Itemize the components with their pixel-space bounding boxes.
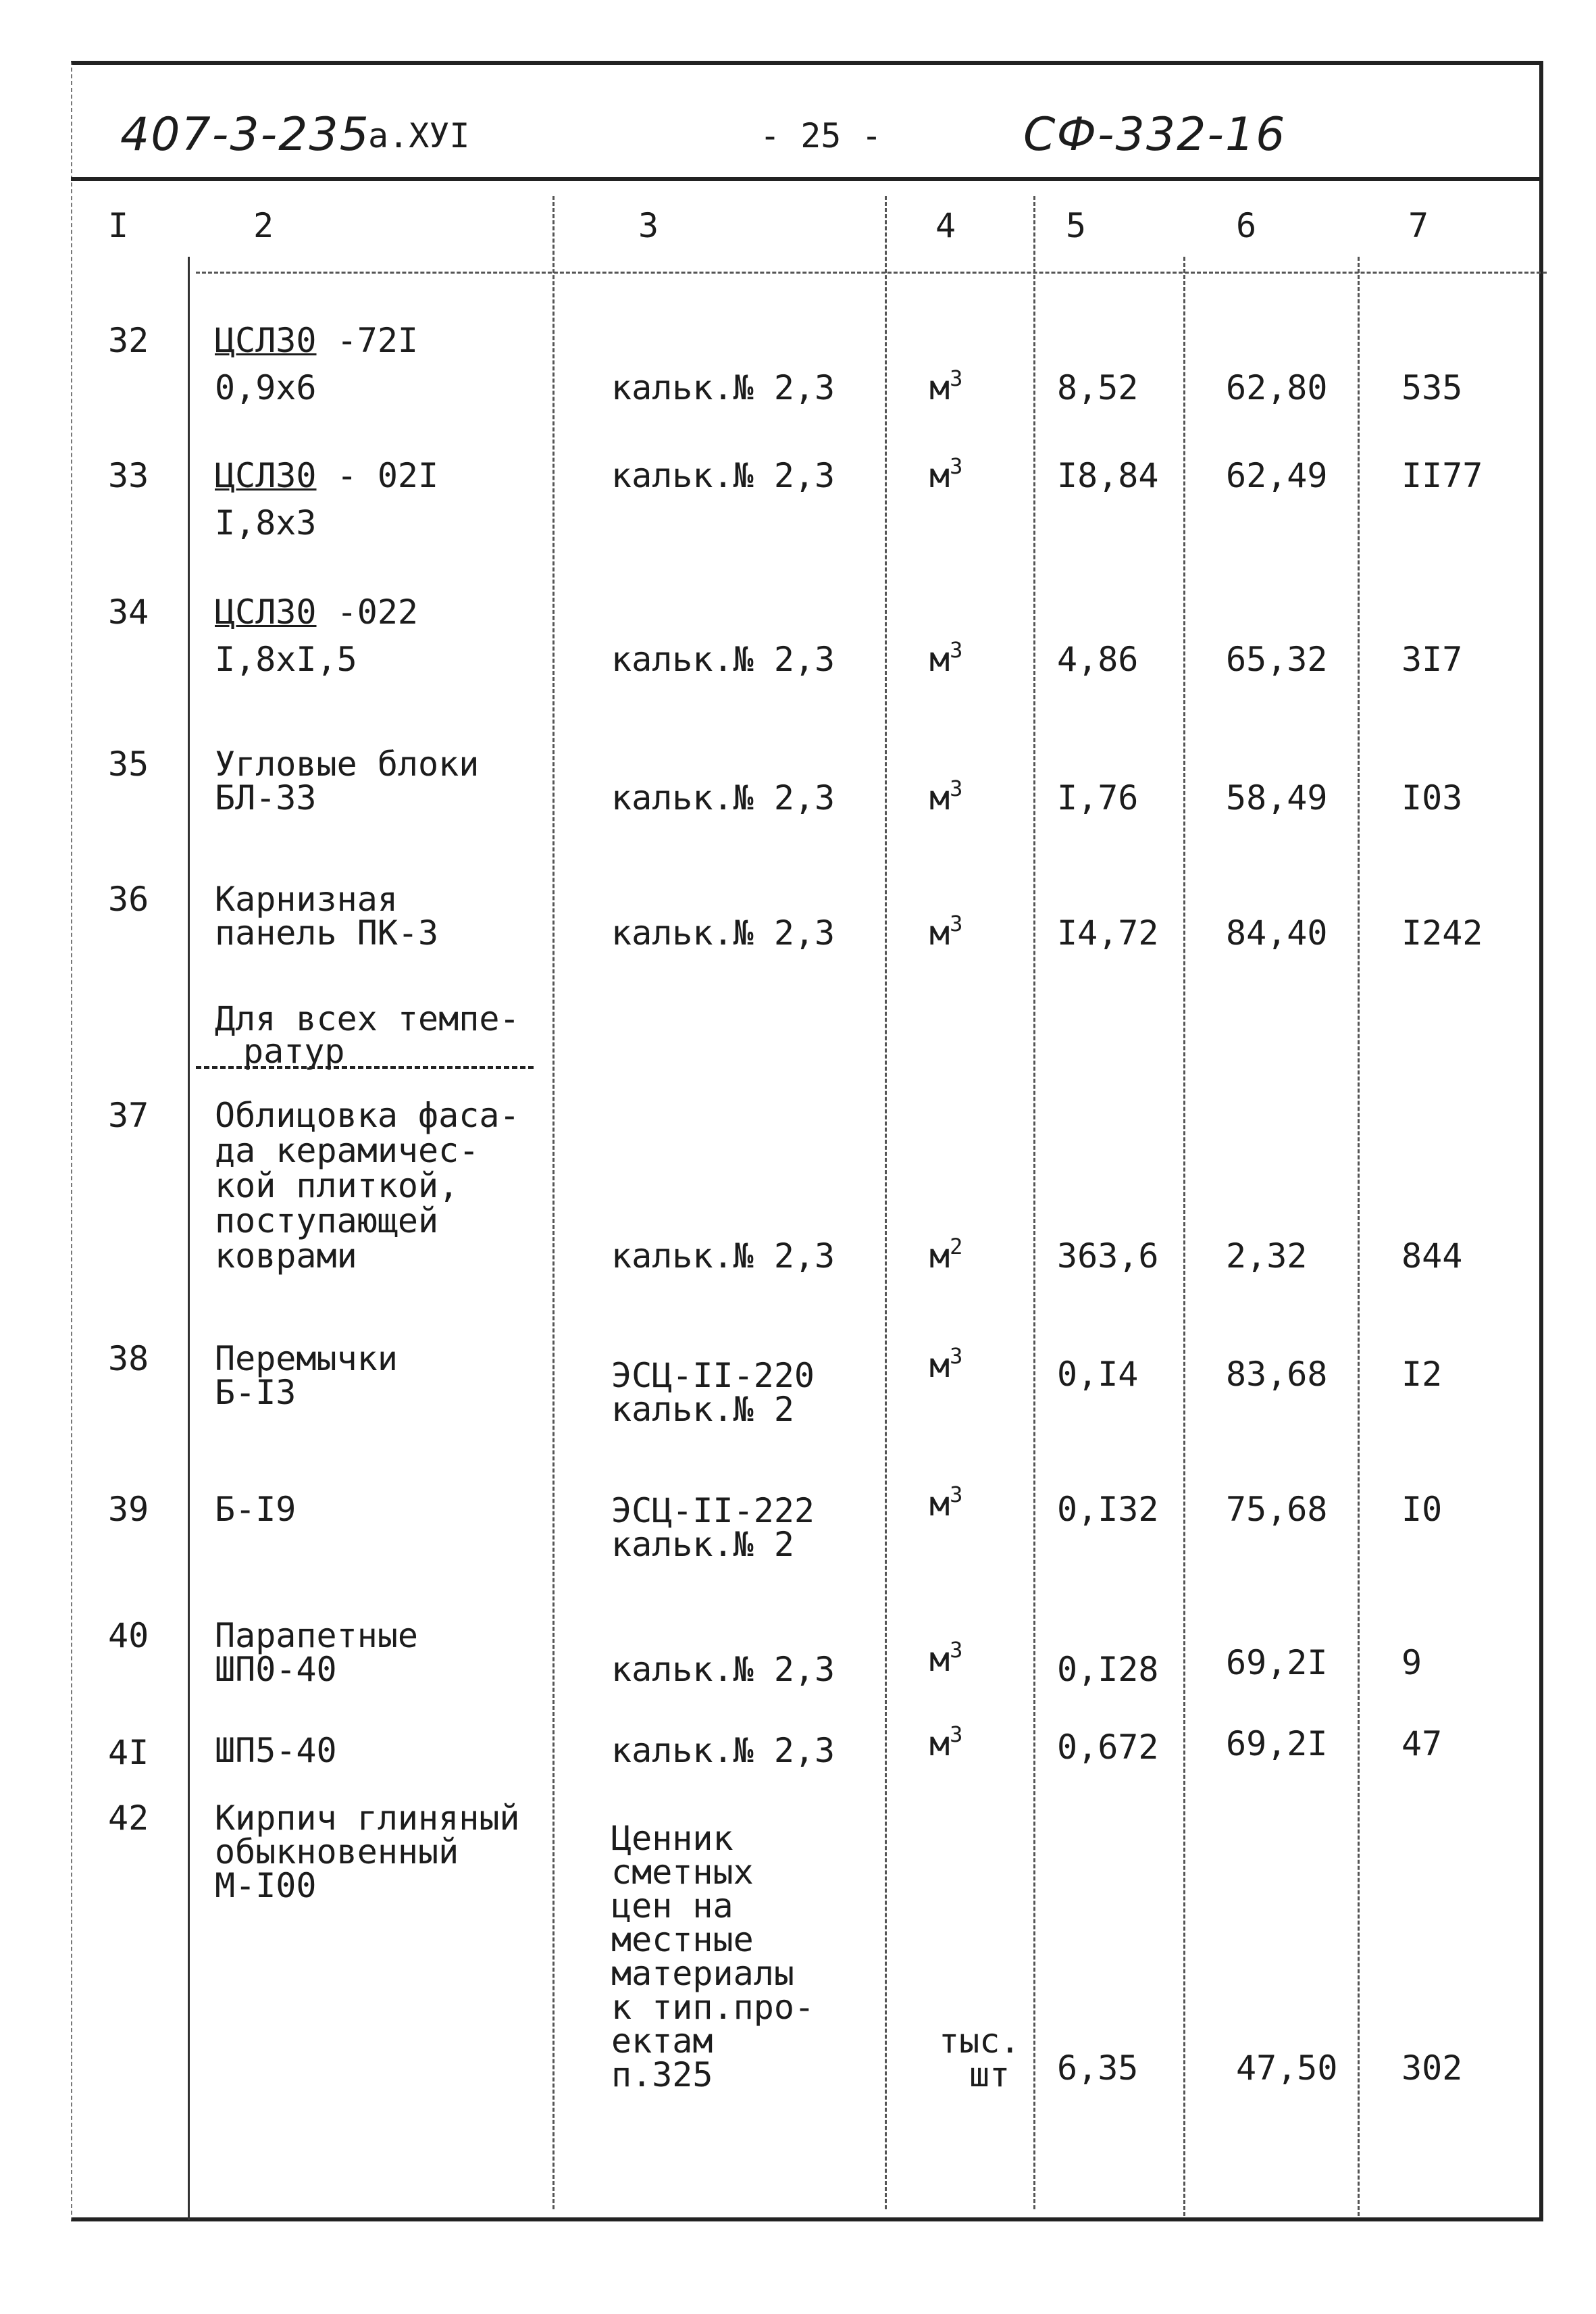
calc-reference: кальк.№ 2,3 <box>611 1650 835 1689</box>
price-source-line-8: п.325 <box>611 2055 713 2094</box>
unit-price: 62,80 <box>1226 368 1328 407</box>
total-cost: 47 <box>1401 1724 1443 1763</box>
unit: м <box>929 640 950 679</box>
row-number: 33 <box>108 456 149 495</box>
unit: м <box>929 778 950 818</box>
column-header-rule <box>196 272 1547 274</box>
header-divider <box>71 177 1543 181</box>
total-cost: I242 <box>1401 913 1483 953</box>
quantity: I,76 <box>1057 778 1139 818</box>
item-name: Б-I9 <box>215 1490 297 1529</box>
quantity: 4,86 <box>1057 640 1139 679</box>
unit-price: 2,32 <box>1226 1236 1308 1276</box>
price-source-line-4: местные <box>611 1920 754 1959</box>
unit: м <box>929 913 950 953</box>
item-name-line-2: панель ПК-3 <box>215 913 439 953</box>
quantity: 0,I32 <box>1057 1490 1159 1529</box>
unit: м <box>929 1640 950 1679</box>
item-name-line-2: ШП0-40 <box>215 1650 337 1689</box>
column-divider-5 <box>1183 257 1185 2216</box>
item-name: Угловые блоки <box>215 745 480 784</box>
quantity: I4,72 <box>1057 913 1159 953</box>
item-name: Карнизная <box>215 880 398 919</box>
calc-reference: кальк.№ 2,3 <box>611 456 835 495</box>
total-cost: I2 <box>1401 1355 1443 1394</box>
norm-reference: ЭСЦ-II-220 <box>611 1356 815 1395</box>
item-name-line-2: да керамичес- <box>215 1131 480 1170</box>
calc-reference: кальк.№ 2,3 <box>611 1731 835 1770</box>
calc-reference: кальк.№ 2,3 <box>611 368 835 407</box>
unit: м <box>929 1484 950 1524</box>
calc-reference: кальк.№ 2,3 <box>611 913 835 953</box>
unit-exponent: 2 <box>950 1234 963 1259</box>
unit: м <box>929 1346 950 1385</box>
row-number: 36 <box>108 880 149 919</box>
quantity: 0,I28 <box>1057 1650 1159 1689</box>
column-number-7: 7 <box>1408 206 1429 245</box>
unit-exponent: 3 <box>950 1637 963 1663</box>
quantity: 0,I4 <box>1057 1355 1139 1394</box>
item-name: ШП5-40 <box>215 1731 337 1770</box>
quantity: 363,6 <box>1057 1236 1159 1276</box>
unit: м <box>929 1236 950 1276</box>
price-source-line-2: сметных <box>611 1853 754 1892</box>
item-mark-suffix: -022 <box>336 593 419 632</box>
item-mark: ЦСЛ30 <box>215 593 317 632</box>
unit-price: 47,50 <box>1236 2048 1338 2088</box>
column-number-4: 4 <box>935 206 956 245</box>
total-cost: I0 <box>1401 1490 1443 1529</box>
section-note-line-1: Для всех темпе- <box>215 999 520 1038</box>
unit-price: 69,2I <box>1226 1724 1328 1763</box>
quantity: 6,35 <box>1057 2048 1139 2088</box>
unit: тыс. <box>939 2021 1021 2061</box>
item-size: I,8хI,5 <box>215 640 357 679</box>
album-number: а.ХУI <box>368 116 470 155</box>
page-number: - 25 - <box>760 116 882 155</box>
unit-price: 58,49 <box>1226 778 1328 818</box>
row-number: 39 <box>108 1490 149 1529</box>
item-name: Парапетные <box>215 1616 419 1655</box>
item-name-line-4: поступающей <box>215 1201 439 1240</box>
price-source-line-7: ектам <box>611 2021 713 2061</box>
item-name-line-2: БЛ-33 <box>215 778 317 818</box>
unit-exponent: 3 <box>950 453 963 479</box>
section-note-underline <box>196 1066 534 1069</box>
unit-price: 65,32 <box>1226 640 1328 679</box>
item-name-line-5: коврами <box>215 1236 357 1276</box>
calc-reference: кальк.№ 2,3 <box>611 778 835 818</box>
calc-reference: кальк.№ 2,3 <box>611 640 835 679</box>
column-divider-1 <box>188 257 190 2220</box>
unit-exponent: 3 <box>950 1482 963 1507</box>
total-cost: 844 <box>1401 1236 1463 1276</box>
column-number-3: 3 <box>638 206 659 245</box>
item-mark-suffix: -72I <box>336 321 419 360</box>
item-name-line-1: Облицовка фаса- <box>215 1096 520 1135</box>
section-note-line-2: ратур <box>243 1032 345 1071</box>
unit-price: 62,49 <box>1226 456 1328 495</box>
unit-price: 75,68 <box>1226 1490 1328 1529</box>
project-code: 407-3-235 <box>120 108 370 161</box>
quantity: I8,84 <box>1057 456 1159 495</box>
column-number-2: 2 <box>253 206 274 245</box>
unit: м <box>929 1724 950 1763</box>
item-mark: ЦСЛ30 <box>215 456 317 495</box>
column-number-1: I <box>108 206 129 245</box>
row-number: 32 <box>108 321 149 360</box>
unit-exponent: 3 <box>950 637 963 663</box>
unit: м <box>929 456 950 495</box>
calc-reference: кальк.№ 2,3 <box>611 1236 835 1276</box>
row-number: 4I <box>108 1733 149 1772</box>
column-divider-2 <box>552 196 555 2209</box>
price-source-line-6: к тип.про- <box>611 1988 815 2027</box>
norm-reference: ЭСЦ-II-222 <box>611 1491 815 1530</box>
column-divider-3 <box>885 196 887 2209</box>
item-name-line-2: Б-I3 <box>215 1373 297 1412</box>
row-number: 42 <box>108 1799 149 1838</box>
price-source-line-5: материалы <box>611 1954 794 1993</box>
price-source-line-3: цен на <box>611 1886 733 1926</box>
row-number: 34 <box>108 593 149 632</box>
unit-exponent: 3 <box>950 776 963 801</box>
item-name-line-1: Кирпич глиняный <box>215 1799 520 1838</box>
row-number: 38 <box>108 1339 149 1378</box>
unit-exponent: 3 <box>950 1721 963 1747</box>
unit-exponent: 3 <box>950 1343 963 1369</box>
price-source-line-1: Ценник <box>611 1819 733 1858</box>
column-number-5: 5 <box>1066 206 1087 245</box>
row-number: 40 <box>108 1616 149 1655</box>
unit-price: 84,40 <box>1226 913 1328 953</box>
item-mark-suffix: - 02I <box>336 456 439 495</box>
unit-exponent: 3 <box>950 911 963 936</box>
item-size: 0,9х6 <box>215 368 317 407</box>
row-number: 37 <box>108 1096 149 1135</box>
item-name: Перемычки <box>215 1339 398 1378</box>
total-cost: II77 <box>1401 456 1483 495</box>
total-cost: 3I7 <box>1401 640 1463 679</box>
calc-reference: кальк.№ 2 <box>611 1390 794 1429</box>
unit: м <box>929 368 950 407</box>
unit-price: 69,2I <box>1226 1643 1328 1682</box>
item-mark: ЦСЛ30 <box>215 321 317 360</box>
item-name-line-3: кой плиткой, <box>215 1166 459 1205</box>
sheet-code: СФ-332-16 <box>1023 108 1287 161</box>
total-cost: 9 <box>1401 1643 1422 1682</box>
column-number-6: 6 <box>1236 206 1257 245</box>
quantity: 0,672 <box>1057 1728 1159 1767</box>
unit-line-2: шт <box>969 2055 1010 2094</box>
quantity: 8,52 <box>1057 368 1139 407</box>
unit-price: 83,68 <box>1226 1355 1328 1394</box>
item-name-line-2: обыкновенный <box>215 1832 459 1871</box>
total-cost: 535 <box>1401 368 1463 407</box>
item-name-line-3: М-I00 <box>215 1866 317 1905</box>
unit-exponent: 3 <box>950 366 963 391</box>
item-size: I,8х3 <box>215 503 317 543</box>
total-cost: I03 <box>1401 778 1463 818</box>
column-divider-4 <box>1033 196 1035 2209</box>
row-number: 35 <box>108 745 149 784</box>
total-cost: 302 <box>1401 2048 1463 2088</box>
calc-reference: кальк.№ 2 <box>611 1525 794 1564</box>
column-divider-6 <box>1358 257 1360 2216</box>
